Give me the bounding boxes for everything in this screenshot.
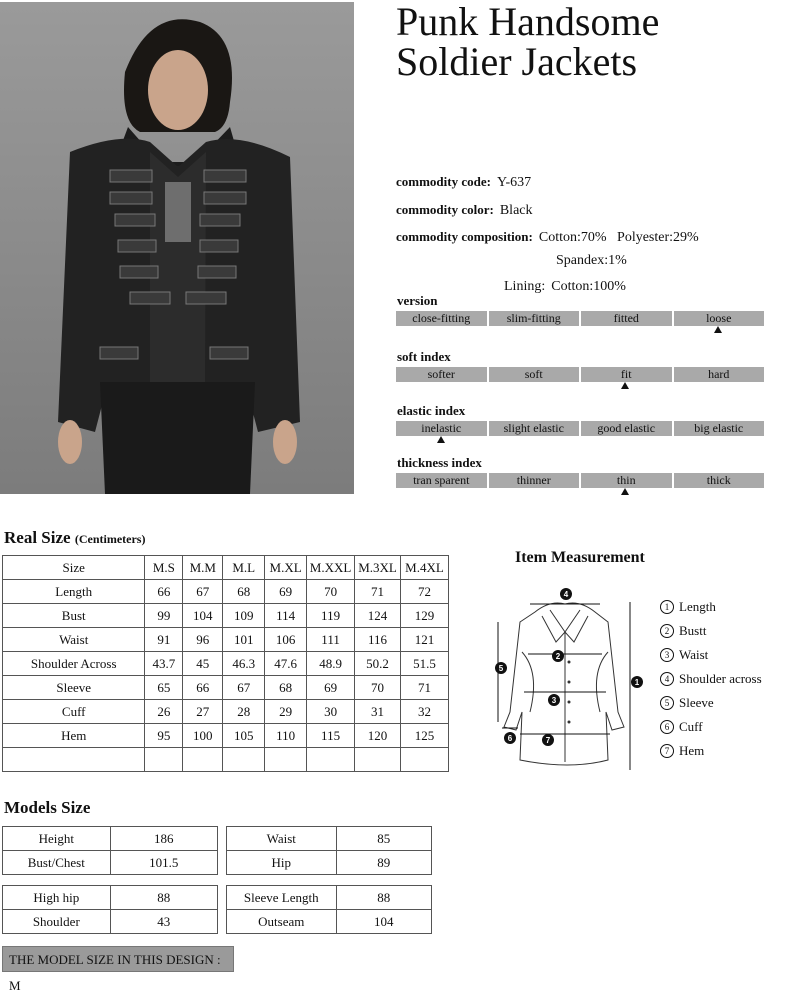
real-size-table bbox=[2, 555, 449, 772]
model-measure-value: 88 bbox=[110, 886, 217, 910]
table-cell: 125 bbox=[401, 724, 449, 748]
table-row bbox=[3, 910, 218, 934]
table-row bbox=[3, 827, 218, 851]
table-header-cell: M.3XL bbox=[355, 556, 401, 580]
table-cell: 66 bbox=[183, 676, 223, 700]
legend-number: 5 bbox=[660, 696, 674, 710]
product-title bbox=[396, 2, 659, 82]
table-row bbox=[227, 886, 432, 910]
legend-item bbox=[660, 619, 762, 643]
table-header-cell: M.S bbox=[145, 556, 183, 580]
table-cell: 70 bbox=[355, 676, 401, 700]
svg-text:5: 5 bbox=[498, 664, 504, 673]
table-row bbox=[3, 748, 449, 772]
legend-item bbox=[660, 595, 762, 619]
table-row bbox=[3, 604, 449, 628]
legend-label: Bustt bbox=[679, 623, 707, 638]
title-line-2: Soldier Jackets bbox=[396, 39, 638, 84]
version-label: version bbox=[397, 293, 438, 308]
model-measure-value: 89 bbox=[336, 851, 432, 875]
elastic-index-label: elastic index bbox=[397, 403, 466, 418]
model-measure-label: Shoulder bbox=[3, 910, 111, 934]
thickness-index-bar bbox=[396, 473, 764, 488]
svg-text:4: 4 bbox=[563, 590, 569, 599]
elastic-index-option: inelastic bbox=[396, 421, 487, 436]
model-measure-value: 43 bbox=[110, 910, 217, 934]
table-cell: 114 bbox=[265, 604, 307, 628]
table-row bbox=[3, 652, 449, 676]
elastic-index-option: big elastic bbox=[674, 421, 765, 436]
spec-composition-label: commodity composition: bbox=[396, 229, 533, 244]
legend-number: 7 bbox=[660, 744, 674, 758]
table-cell: 51.5 bbox=[401, 652, 449, 676]
spec-code-label: commodity code: bbox=[396, 174, 491, 189]
table-row-label: Cuff bbox=[3, 700, 145, 724]
table-cell: 30 bbox=[307, 700, 355, 724]
legend-number: 1 bbox=[660, 600, 674, 614]
table-row bbox=[3, 851, 218, 875]
soft-index-marker bbox=[621, 382, 629, 389]
model-measure-label: Height bbox=[3, 827, 111, 851]
version-option: loose bbox=[674, 311, 765, 326]
table-cell: 99 bbox=[145, 604, 183, 628]
table-row-label bbox=[3, 748, 145, 772]
spec-color-label: commodity color: bbox=[396, 202, 494, 217]
elastic-index-option: good elastic bbox=[581, 421, 672, 436]
svg-text:3: 3 bbox=[551, 696, 557, 705]
spec-composition-2 bbox=[556, 253, 627, 269]
soft-index-bar bbox=[396, 367, 764, 382]
product-photo bbox=[0, 2, 354, 494]
table-cell: 110 bbox=[265, 724, 307, 748]
models-table-3 bbox=[2, 885, 218, 934]
table-cell: 111 bbox=[307, 628, 355, 652]
model-measure-label: Hip bbox=[227, 851, 337, 875]
table-cell: 71 bbox=[355, 580, 401, 604]
spec-composition-value: Cotton:70% Polyester:29% bbox=[538, 230, 699, 245]
models-table-2 bbox=[226, 826, 432, 875]
table-cell: 124 bbox=[355, 604, 401, 628]
model-measure-value: 104 bbox=[336, 910, 431, 934]
table-cell: 69 bbox=[265, 580, 307, 604]
table-cell: 104 bbox=[183, 604, 223, 628]
soft-index-option: softer bbox=[396, 367, 487, 382]
table-cell bbox=[265, 748, 307, 772]
spec-code-value: Y-637 bbox=[496, 175, 532, 190]
table-row-label: Sleeve bbox=[3, 676, 145, 700]
model-measure-label: Waist bbox=[227, 827, 337, 851]
legend-label: Shoulder across bbox=[679, 671, 762, 686]
legend-label: Cuff bbox=[679, 719, 703, 734]
table-row-label: Waist bbox=[3, 628, 145, 652]
version-option: close-fitting bbox=[396, 311, 487, 326]
table-cell: 109 bbox=[223, 604, 265, 628]
table-row bbox=[227, 910, 432, 934]
table-cell bbox=[355, 748, 401, 772]
models-table-4 bbox=[226, 885, 432, 934]
table-cell: 69 bbox=[307, 676, 355, 700]
spec-lining bbox=[504, 279, 626, 295]
model-measure-label: High hip bbox=[3, 886, 111, 910]
table-row bbox=[3, 886, 218, 910]
spec-lining-label: Lining: bbox=[504, 279, 546, 294]
table-cell: 26 bbox=[145, 700, 183, 724]
table-row bbox=[3, 724, 449, 748]
spec-composition-value-2: Spandex:1% bbox=[556, 253, 627, 268]
table-cell: 47.6 bbox=[265, 652, 307, 676]
table-cell: 46.3 bbox=[223, 652, 265, 676]
spec-color-value: Black bbox=[499, 203, 533, 218]
legend-number: 2 bbox=[660, 624, 674, 638]
legend-item bbox=[660, 667, 762, 691]
model-measure-value: 186 bbox=[110, 827, 217, 851]
jacket-diagram bbox=[490, 582, 650, 782]
table-header-row bbox=[3, 556, 449, 580]
table-header-cell: M.M bbox=[183, 556, 223, 580]
table-cell: 66 bbox=[145, 580, 183, 604]
table-row-label: Hem bbox=[3, 724, 145, 748]
legend-item bbox=[660, 739, 762, 763]
soft-index-option: soft bbox=[489, 367, 580, 382]
model-measure-label: Outseam bbox=[227, 910, 337, 934]
table-header-cell: Size bbox=[3, 556, 145, 580]
table-cell: 95 bbox=[145, 724, 183, 748]
table-cell: 67 bbox=[223, 676, 265, 700]
spec-lining-value: Cotton:100% bbox=[551, 279, 626, 294]
table-cell: 105 bbox=[223, 724, 265, 748]
table-row-label: Bust bbox=[3, 604, 145, 628]
model-size-note: THE MODEL SIZE IN THIS DESIGN : M bbox=[2, 946, 234, 972]
thickness-index-option: thick bbox=[674, 473, 765, 488]
table-cell: 120 bbox=[355, 724, 401, 748]
legend-number: 3 bbox=[660, 648, 674, 662]
table-cell: 71 bbox=[401, 676, 449, 700]
table-row-label: Shoulder Across bbox=[3, 652, 145, 676]
table-cell: 91 bbox=[145, 628, 183, 652]
table-cell: 101 bbox=[223, 628, 265, 652]
table-cell: 121 bbox=[401, 628, 449, 652]
legend-label: Hem bbox=[679, 743, 705, 758]
model-measure-value: 85 bbox=[336, 827, 432, 851]
thickness-index-label: thickness index bbox=[397, 455, 482, 470]
soft-index-option: hard bbox=[674, 367, 765, 382]
table-cell: 116 bbox=[355, 628, 401, 652]
measurement-legend bbox=[660, 595, 762, 763]
models-size-heading: Models Size bbox=[4, 798, 91, 817]
table-cell: 67 bbox=[183, 580, 223, 604]
elastic-index-option: slight elastic bbox=[489, 421, 580, 436]
real-size-title: Real Size bbox=[4, 528, 71, 547]
svg-text:7: 7 bbox=[545, 736, 551, 745]
table-cell bbox=[223, 748, 265, 772]
version-option: fitted bbox=[581, 311, 672, 326]
title-line-1: Punk Handsome bbox=[396, 0, 660, 44]
model-measure-label: Bust/Chest bbox=[3, 851, 111, 875]
table-cell bbox=[145, 748, 183, 772]
version-marker bbox=[714, 326, 722, 333]
model-measure-value: 88 bbox=[336, 886, 431, 910]
table-cell: 31 bbox=[355, 700, 401, 724]
table-cell: 100 bbox=[183, 724, 223, 748]
thickness-index-marker bbox=[621, 488, 629, 495]
table-cell bbox=[183, 748, 223, 772]
svg-text:1: 1 bbox=[634, 678, 640, 687]
table-cell: 115 bbox=[307, 724, 355, 748]
legend-label: Sleeve bbox=[679, 695, 714, 710]
table-cell: 68 bbox=[223, 580, 265, 604]
spec-code bbox=[396, 174, 531, 191]
table-cell: 48.9 bbox=[307, 652, 355, 676]
table-cell: 72 bbox=[401, 580, 449, 604]
table-row bbox=[3, 628, 449, 652]
thickness-index-option: thinner bbox=[489, 473, 580, 488]
table-cell: 129 bbox=[401, 604, 449, 628]
table-cell: 32 bbox=[401, 700, 449, 724]
legend-number: 6 bbox=[660, 720, 674, 734]
table-cell bbox=[401, 748, 449, 772]
version-option: slim-fitting bbox=[489, 311, 580, 326]
table-row bbox=[3, 700, 449, 724]
table-cell: 65 bbox=[145, 676, 183, 700]
legend-number: 4 bbox=[660, 672, 674, 686]
svg-text:6: 6 bbox=[507, 734, 513, 743]
spec-color bbox=[396, 202, 533, 219]
svg-text:2: 2 bbox=[555, 652, 561, 661]
elastic-index-marker bbox=[437, 436, 445, 443]
version-bar bbox=[396, 311, 764, 326]
table-cell: 68 bbox=[265, 676, 307, 700]
table-header-cell: M.XXL bbox=[307, 556, 355, 580]
table-header-cell: M.4XL bbox=[401, 556, 449, 580]
legend-item bbox=[660, 691, 762, 715]
model-measure-label: Sleeve Length bbox=[227, 886, 337, 910]
soft-index-option: fit bbox=[581, 367, 672, 382]
elastic-index-bar bbox=[396, 421, 764, 436]
table-row-label: Length bbox=[3, 580, 145, 604]
legend-label: Length bbox=[679, 599, 716, 614]
table-header-cell: M.L bbox=[223, 556, 265, 580]
item-measurement-heading: Item Measurement bbox=[515, 549, 645, 566]
table-cell: 43.7 bbox=[145, 652, 183, 676]
table-row bbox=[227, 851, 432, 875]
table-cell: 119 bbox=[307, 604, 355, 628]
table-cell: 29 bbox=[265, 700, 307, 724]
table-row bbox=[227, 827, 432, 851]
table-cell: 96 bbox=[183, 628, 223, 652]
thickness-index-option: tran sparent bbox=[396, 473, 487, 488]
model-measure-value: 101.5 bbox=[110, 851, 217, 875]
jacket-diagram-svg bbox=[490, 582, 650, 782]
legend-label: Waist bbox=[679, 647, 709, 662]
table-header-cell: M.XL bbox=[265, 556, 307, 580]
table-cell bbox=[307, 748, 355, 772]
legend-item bbox=[660, 715, 762, 739]
soft-index-label: soft index bbox=[397, 349, 451, 364]
table-row bbox=[3, 676, 449, 700]
real-size-heading bbox=[4, 528, 145, 548]
table-row bbox=[3, 580, 449, 604]
table-cell: 70 bbox=[307, 580, 355, 604]
table-cell: 27 bbox=[183, 700, 223, 724]
table-cell: 50.2 bbox=[355, 652, 401, 676]
models-table-1 bbox=[2, 826, 218, 875]
legend-item bbox=[660, 643, 762, 667]
table-cell: 28 bbox=[223, 700, 265, 724]
table-cell: 106 bbox=[265, 628, 307, 652]
real-size-unit: (Centimeters) bbox=[74, 532, 146, 546]
table-cell: 45 bbox=[183, 652, 223, 676]
thickness-index-option: thin bbox=[581, 473, 672, 488]
spec-composition bbox=[396, 229, 699, 246]
